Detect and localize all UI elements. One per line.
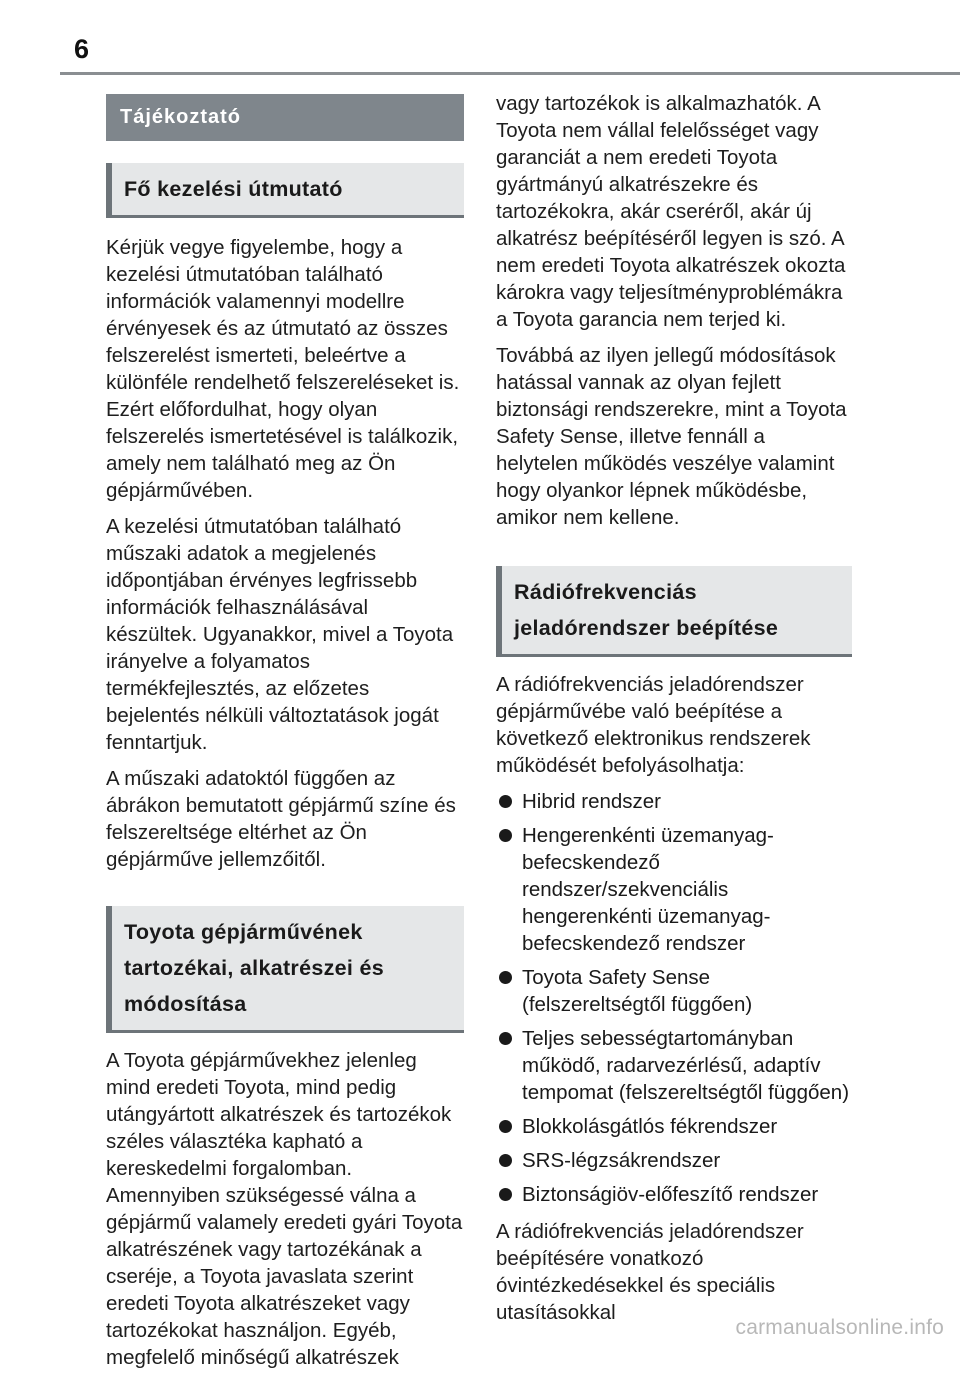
list-item: Biztonságiöv-előfeszítő rendszer: [496, 1181, 852, 1208]
bullet-icon: [499, 971, 512, 984]
subheading-radio-transmitter: Rádiófrekvenciás jeladórendszer beépítése: [496, 566, 852, 657]
paragraph: Továbbá az ilyen jellegű módosítások hatással vannak az olyan fejlett biztonsági rendszerekre, mint a Toyota Safety Sense, illetve fennáll a helytelen működés veszélye valamint hogy olyankor lépnek működésbe, amikor nem kellene.: [496, 344, 847, 529]
list-item: Hengerenkénti üzemanyag-befecskendező rendszer/szekvenciális hengerenkénti üzemanyag-befecskendező rendszer: [496, 822, 852, 957]
list-item: Toyota Safety Sense (felszereltségtől függően): [496, 964, 852, 1018]
bullet-icon: [499, 795, 512, 808]
right-column: [496, 90, 852, 1335]
list-item: SRS-légzsákrendszer: [496, 1147, 852, 1174]
list-item: Blokkolásgátlós fékrendszer: [496, 1113, 852, 1140]
paragraph: vagy tartozékok is alkalmazhatók. A Toyota nem vállal felelősséget vagy garanciát a nem eredeti Toyota gyártmányú alkatrészekre és tartozékokra, akár cseréről, akár új alkatrész beépítéséről legyen is szó. A nem eredeti Toyota alkatrészek okozta károkra vagy teljesítményproblémákra a Toyota garancia nem terjed ki.: [496, 92, 846, 331]
paragraph: Kérjük vegye figyelembe, hogy a kezelési útmutatóban található információk valamennyi modellre érvényesek és az útmutató az összes felszerelést ismerteti, beleértve a különféle rendelhető felszereléseket is. Ezért előfordulhat, hogy olyan felszerelés ismertetésével is találkozik, amely nem található meg az Ön gépjárművében.: [106, 236, 460, 502]
paragraph: A Toyota gépjárművekhez jelenleg mind eredeti Toyota, mind pedig utángyártott alkatrészek és tartozékok széles választéka kapható a kereskedelmi forgalomban. Amennyiben szükségessé válna a gépjármű valamely eredeti gyári Toyota alkatrészének vagy tartozékának a cseréje, a Toyota javaslata szerint eredeti Toyota alkatrészeket vagy tartozékokat használjon. Egyéb, megfelelő minőségű alkatrészek: [106, 1049, 463, 1369]
page-number: 6: [74, 34, 90, 64]
paragraph: A rádiófrekvenciás jeladórendszer gépjárművébe való beépítése a következő elektronikus rendszerek működését befolyásolhatja:: [496, 673, 811, 777]
list-item: Teljes sebességtartományban működő, radarvezérlésű, adaptív tempomat (felszereltségtől függően): [496, 1025, 852, 1106]
left-column: [106, 90, 464, 1380]
bullet-icon: [499, 1188, 512, 1201]
header-divider: [60, 72, 960, 75]
affected-systems-list: [496, 788, 852, 1208]
list-item: Hibrid rendszer: [496, 788, 852, 815]
paragraph: A műszaki adatoktól függően az ábrákon bemutatott gépjármű színe és felszereltsége eltérhet az Ön gépjárműve jellemzőitől.: [106, 767, 456, 871]
bullet-icon: [499, 1120, 512, 1133]
bullet-icon: [499, 1154, 512, 1167]
paragraph: A rádiófrekvenciás jeladórendszer beépítésére vonatkozó óvintézkedésekkel és speciális utasításokkal: [496, 1220, 804, 1324]
paragraph: A kezelési útmutatóban található műszaki adatok a megjelenés időpontjában érvényes legfrissebb információk felhasználásával készültek. Ugyanakkor, mivel a Toyota irányelve a folyamatos termékfejlesztés, az előzetes bejelentés nélküli változtatások jogát fenntartjuk.: [106, 515, 454, 754]
subheading-main-manual: Fő kezelési útmutató: [106, 163, 464, 218]
bullet-icon: [499, 829, 512, 842]
bullet-icon: [499, 1032, 512, 1045]
section-banner: Tájékoztató: [106, 94, 464, 141]
subheading-accessories: Toyota gépjárművének tartozékai, alkatrészei és módosítása: [106, 906, 464, 1033]
watermark: carmanualsonline.info: [735, 1316, 944, 1339]
